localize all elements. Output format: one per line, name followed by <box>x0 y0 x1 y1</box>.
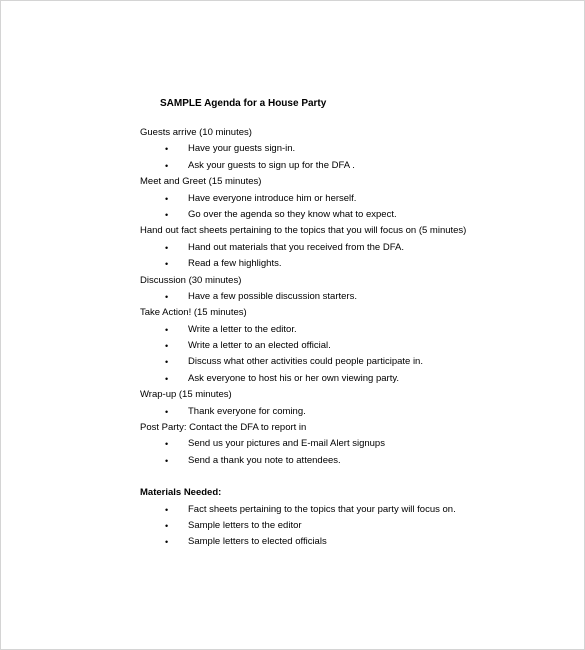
list-item-text: Thank everyone for coming. <box>188 405 306 417</box>
section-heading-discussion: Discussion (30 minutes) <box>140 274 242 286</box>
list-item <box>140 158 466 174</box>
list-item-text: Have your guests sign-in. <box>188 143 296 155</box>
section-heading-fact-sheets: Hand out fact sheets pertaining to the topics that you will focus on (5 minutes) <box>140 225 467 237</box>
list-item-text: Have everyone introduce him or herself. <box>188 192 357 204</box>
bullet-icon: • <box>165 160 169 171</box>
list-item <box>140 240 466 256</box>
bullet-icon: • <box>165 357 169 368</box>
section-heading-meet-and-greet: Meet and Greet (15 minutes) <box>140 176 262 188</box>
bullet-icon: • <box>165 144 169 155</box>
list-item-text: Sample letters to the editor <box>188 519 302 531</box>
bullet-icon: • <box>165 504 169 515</box>
bullet-icon: • <box>165 193 169 204</box>
section-heading-wrap-up: Wrap-up (15 minutes) <box>140 389 232 401</box>
list-item <box>140 518 466 534</box>
list-item <box>140 322 466 338</box>
section-heading-guests-arrive: Guests arrive (10 minutes) <box>140 127 252 138</box>
list-item <box>140 502 466 518</box>
list-item <box>140 354 466 370</box>
bullet-icon: • <box>165 209 169 220</box>
bullet-icon: • <box>165 341 169 352</box>
list-item-text: Write a letter to the editor. <box>188 323 297 335</box>
list-item <box>140 404 466 420</box>
list-item-text: Have a few possible discussion starters. <box>188 290 357 302</box>
list-item <box>140 453 466 469</box>
bullet-icon: • <box>165 455 169 466</box>
bullet-icon: • <box>165 324 169 335</box>
list-item-text: Sample letters to elected officials <box>188 536 327 548</box>
list-item-text: Read a few highlights. <box>188 258 282 270</box>
list-item <box>140 207 466 223</box>
list-item-text: Discuss what other activities could people participate in. <box>188 356 423 368</box>
bullet-icon: • <box>165 406 169 417</box>
document-title: SAMPLE Agenda for a House Party <box>160 98 327 109</box>
agenda-content <box>140 125 466 551</box>
list-item <box>140 141 466 157</box>
list-item <box>140 338 466 354</box>
bullet-icon: • <box>165 439 169 450</box>
bullet-icon: • <box>165 520 169 531</box>
list-item <box>140 289 466 305</box>
list-item-text: Go over the agenda so they know what to expect. <box>188 208 397 220</box>
list-item <box>140 371 466 387</box>
materials-heading: Materials Needed: <box>140 487 222 499</box>
bullet-icon: • <box>165 291 169 302</box>
list-item <box>140 534 466 550</box>
list-item-text: Ask everyone to host his or her own viewing party. <box>188 372 400 384</box>
bullet-icon: • <box>165 373 169 384</box>
list-item-text: Hand out materials that you received from the DFA. <box>188 241 404 253</box>
list-item-text: Fact sheets pertaining to the topics that your party will focus on. <box>188 503 456 515</box>
section-spacer <box>140 469 466 485</box>
bullet-icon: • <box>165 537 169 548</box>
list-item-text: Send us your pictures and E-mail Alert signups <box>188 438 385 450</box>
bullet-icon: • <box>165 259 169 270</box>
list-item <box>140 191 466 207</box>
list-item-text: Write a letter to an elected official. <box>188 340 331 352</box>
section-heading-post-party: Post Party: Contact the DFA to report in <box>140 422 307 434</box>
section-heading-take-action: Take Action! (15 minutes) <box>140 307 247 319</box>
list-item <box>140 256 466 272</box>
list-item-text: Ask your guests to sign up for the DFA . <box>188 159 355 171</box>
list-item-text: Send a thank you note to attendees. <box>188 454 341 466</box>
bullet-icon: • <box>165 242 169 253</box>
list-item <box>140 436 466 452</box>
